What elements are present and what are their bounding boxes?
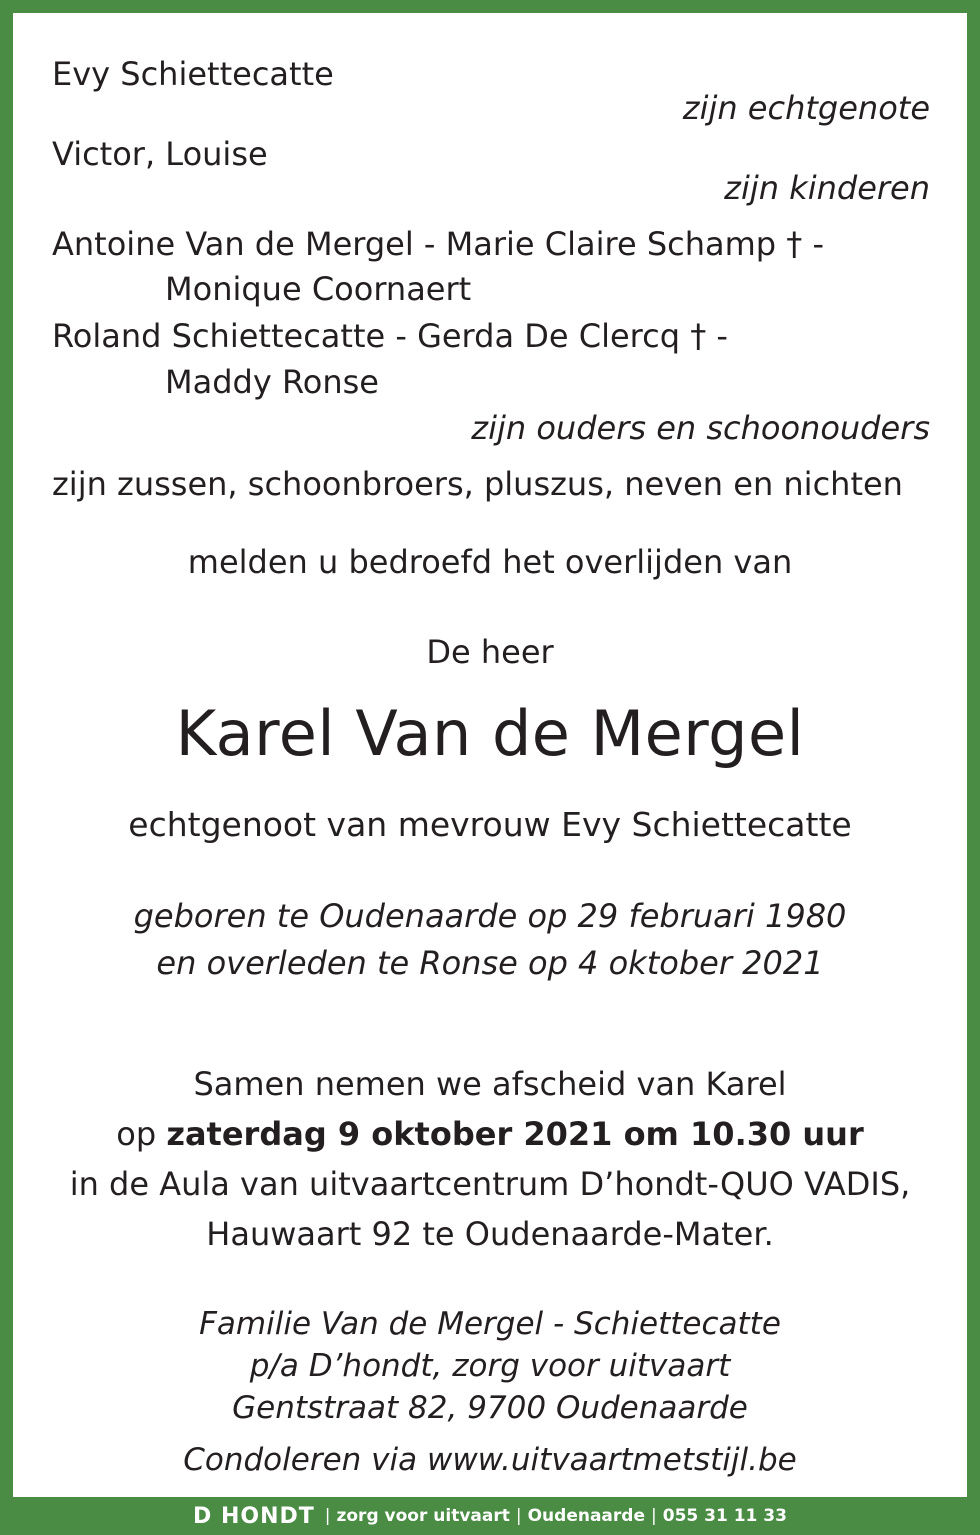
parents-line-2: Monique Coornaert: [165, 270, 472, 308]
footer-city: Oudenaarde: [527, 1506, 645, 1526]
parents-line-4: Maddy Ronse: [165, 363, 379, 401]
announcement-intro: melden u bedroefd het overlijden van: [187, 543, 793, 581]
deceased-name: Karel Van de Mergel: [175, 697, 805, 770]
ceremony-date-prefix: op: [116, 1115, 167, 1153]
dhondt-logo: D HONDT: [193, 1503, 315, 1529]
contact-care-of: p/a D’hondt, zorg voor uitvaart: [249, 1348, 731, 1384]
ceremony-line-4: Hauwaart 92 te Oudenaarde-Mater.: [206, 1215, 774, 1253]
condolences-line: Condoleren via www.uitvaartmetstijl.be: [183, 1442, 797, 1478]
children-names: Victor, Louise: [52, 135, 268, 173]
footer-bar: [0, 1497, 980, 1535]
footer-separator: |: [324, 1506, 331, 1526]
parents-role: zijn ouders en schoonouders: [471, 409, 930, 447]
footer-separator: |: [651, 1506, 657, 1526]
ceremony-date: zaterdag 9 oktober 2021 om 10.30 uur: [166, 1115, 864, 1153]
parents-line-3: Roland Schiettecatte - Gerda De Clercq † -: [52, 317, 728, 355]
parents-line-1: Antoine Van de Mergel - Marie Claire Schamp † -: [52, 225, 824, 263]
footer-separator: |: [515, 1506, 522, 1526]
footer-tagline: zorg voor uitvaart: [336, 1506, 510, 1526]
ceremony-line-1: Samen nemen we afscheid van Karel: [193, 1065, 787, 1103]
contact-address: Gentstraat 82, 9700 Oudenaarde: [232, 1390, 748, 1426]
death-line: en overleden te Ronse op 4 oktober 2021: [156, 944, 824, 982]
ceremony-line-3: in de Aula van uitvaartcentrum D’hondt-QUO VADIS,: [69, 1165, 911, 1203]
ceremony-line-2: [0, 1115, 980, 1153]
honorific: De heer: [426, 633, 554, 671]
siblings-line: zijn zussen, schoonbroers, pluszus, neven en nichten: [52, 465, 903, 503]
contact-family: Familie Van de Mergel - Schiettecatte: [199, 1306, 781, 1342]
birth-line: geboren te Oudenaarde op 29 februari 1980: [133, 897, 847, 935]
footer-phone: 055 31 11 33: [662, 1506, 787, 1526]
spouse-name: Evy Schiettecatte: [52, 55, 334, 93]
children-role: zijn kinderen: [724, 169, 930, 207]
spouse-of-line: echtgenoot van mevrouw Evy Schiettecatte: [128, 805, 852, 844]
spouse-role: zijn echtgenote: [682, 89, 930, 127]
